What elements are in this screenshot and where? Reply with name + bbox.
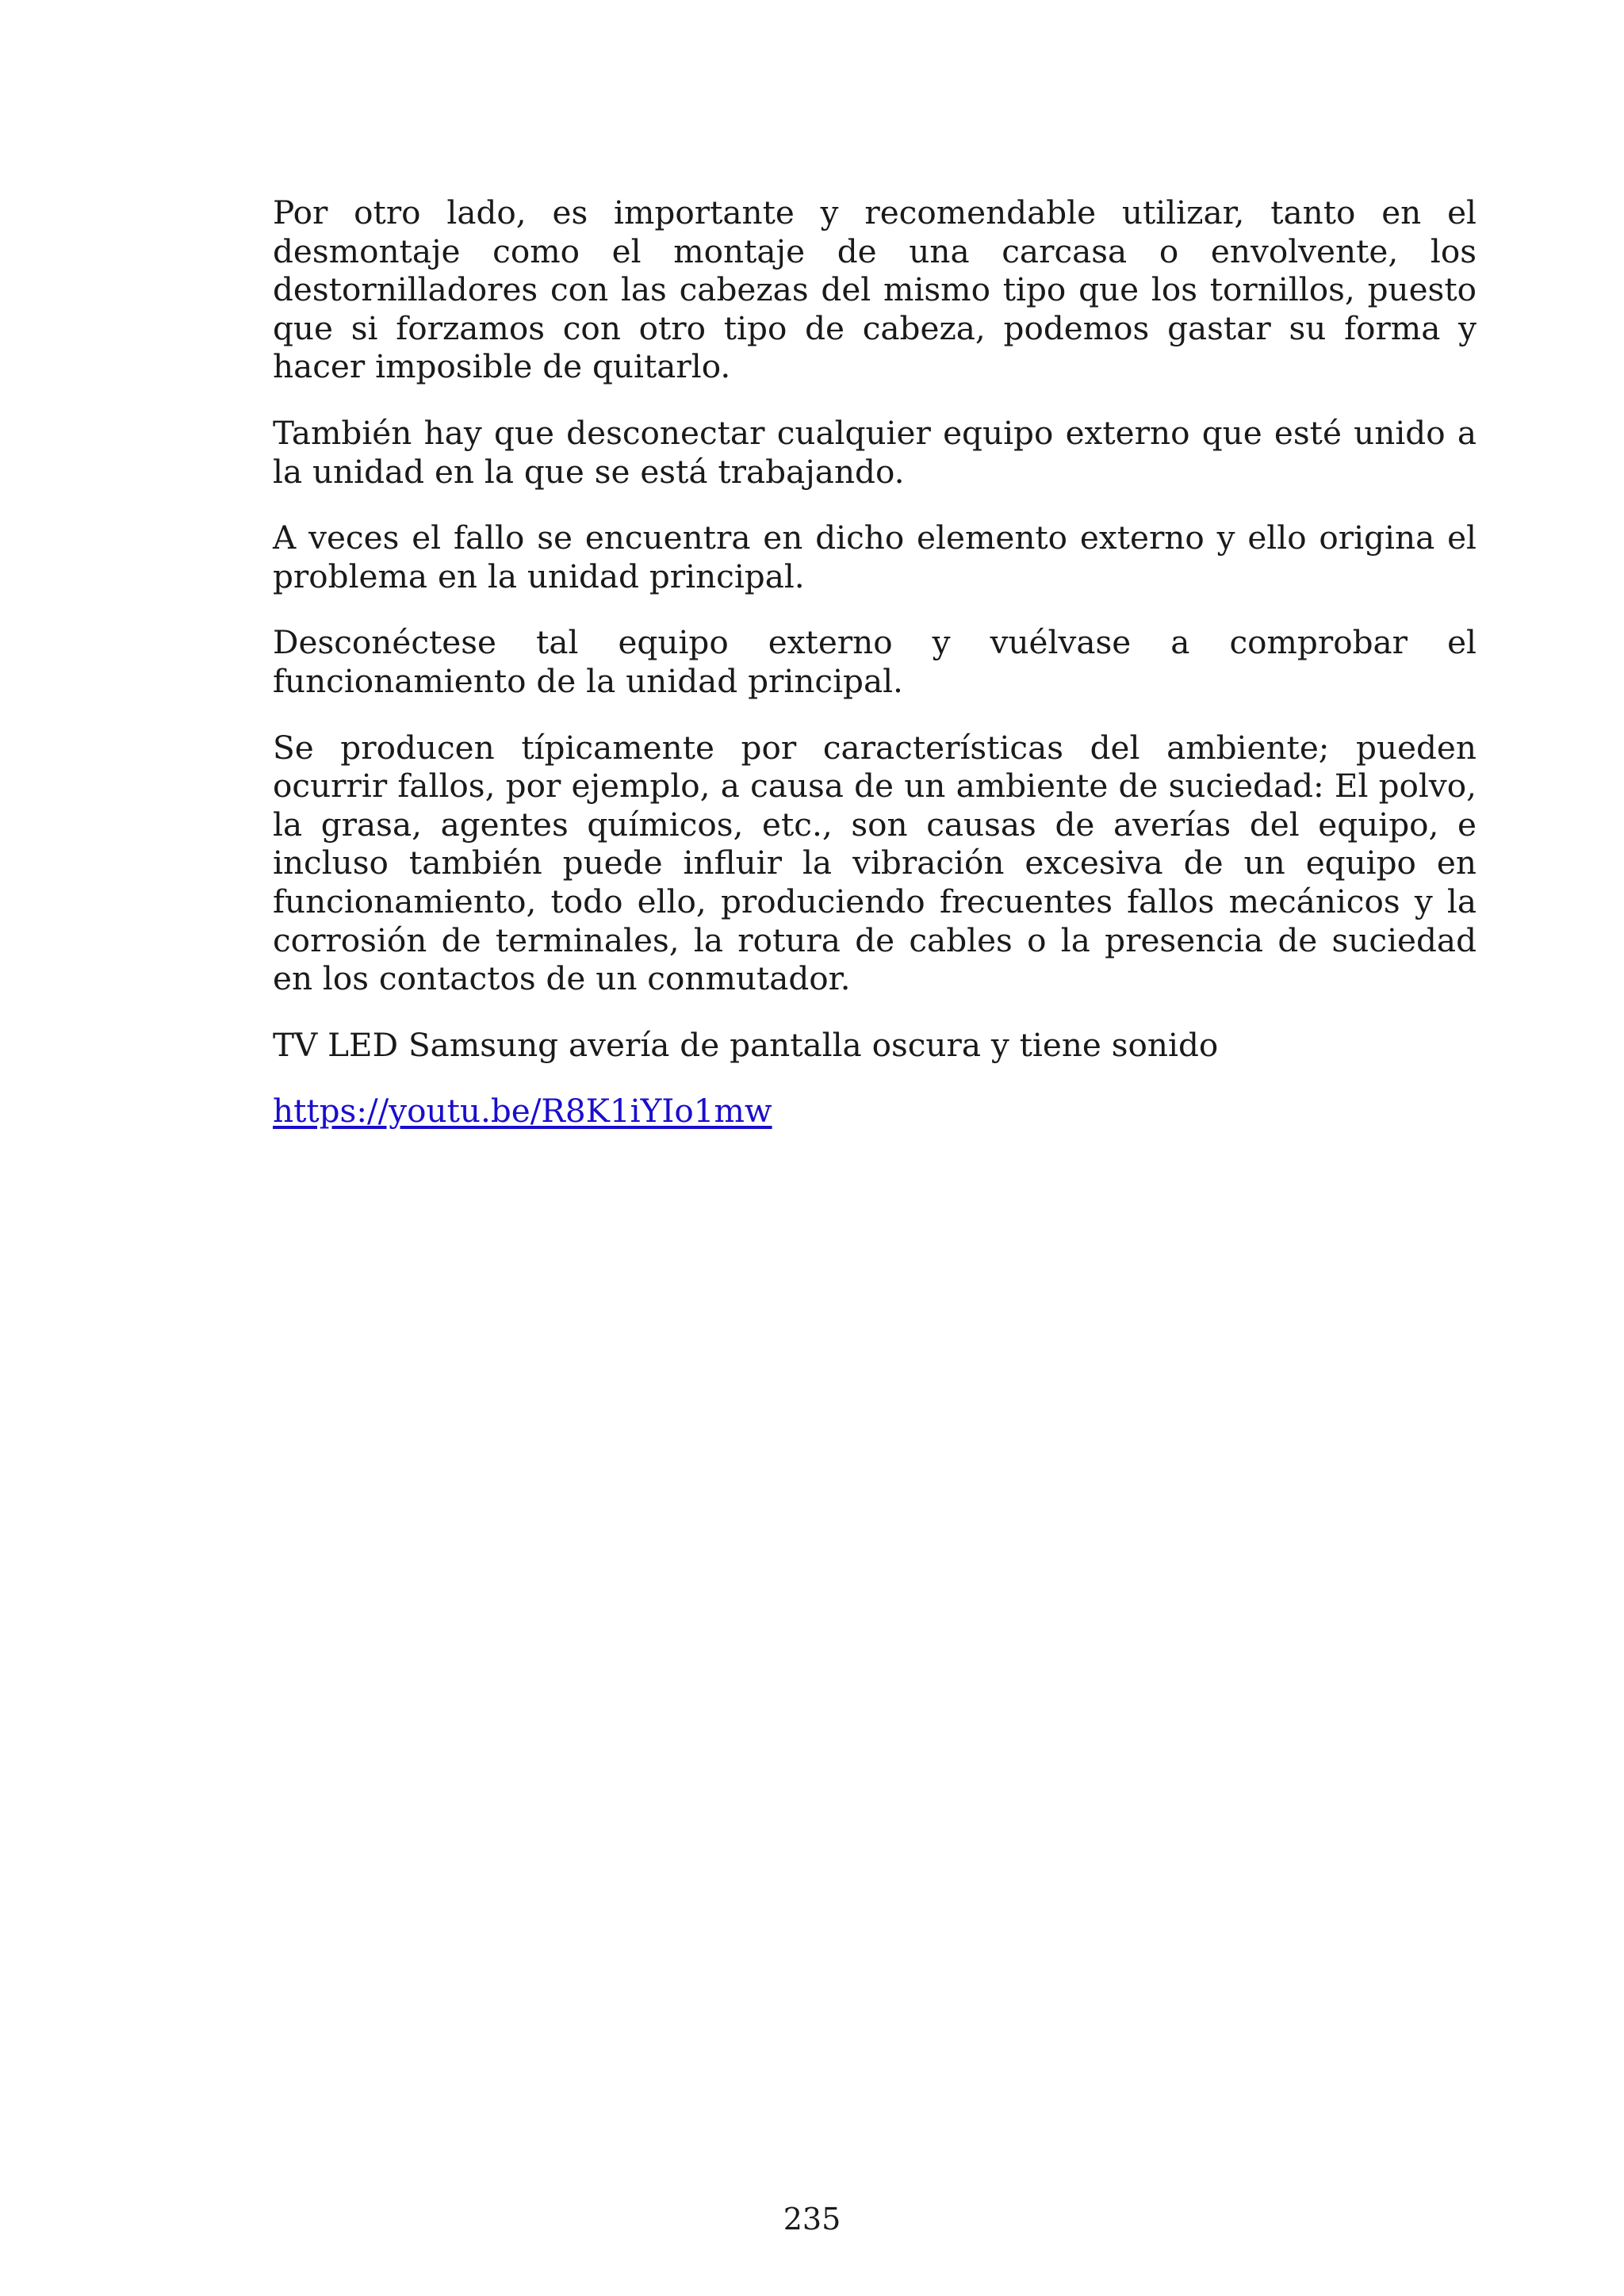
document-body — [273, 193, 1477, 1158]
paragraph-environment-faults: Se producen típicamente por características del ambiente; pueden ocurrir fallos, por ejemplo, a causa de un ambiente de suciedad: El polvo, la grasa, agentes químicos, etc., son causas de averías del equipo, e incluso también puede influir la vibración excesiva de un equipo en funcionamiento, todo ello, produciendo frecuentes fallos mecánicos y la corrosión de terminales, la rotura de cables o la presencia de suciedad en los contactos de un conmutador. — [273, 728, 1477, 998]
video-link[interactable]: https://youtu.be/R8K1iYIo1mw — [273, 1092, 772, 1131]
paragraph-video-title: TV LED Samsung avería de pantalla oscura y tiene sonido — [273, 1025, 1219, 1064]
paragraph-screwdrivers: Por otro lado, es importante y recomendable utilizar, tanto en el desmontaje como el montaje de una carcasa o envolvente, los destornilladores con las cabezas del mismo tipo que los tornillos, puesto que si forzamos con otro tipo de cabeza, podemos gastar su forma y hacer imposible de quitarlo. — [273, 193, 1477, 386]
paragraph-external-fault: A veces el fallo se encuentra en dicho elemento externo y ello origina el problema en la unidad principal. — [273, 519, 1477, 595]
video-link-paragraph — [273, 1092, 1477, 1131]
paragraph-disconnect-external: También hay que desconectar cualquier equipo externo que esté unido a la unidad en la que se está trabajando. — [273, 413, 1477, 491]
page-number: 235 — [783, 2202, 841, 2237]
paragraph-recheck-unit: Desconéctese tal equipo externo y vuélvase a comprobar el funcionamiento de la unidad principal. — [273, 623, 1477, 700]
